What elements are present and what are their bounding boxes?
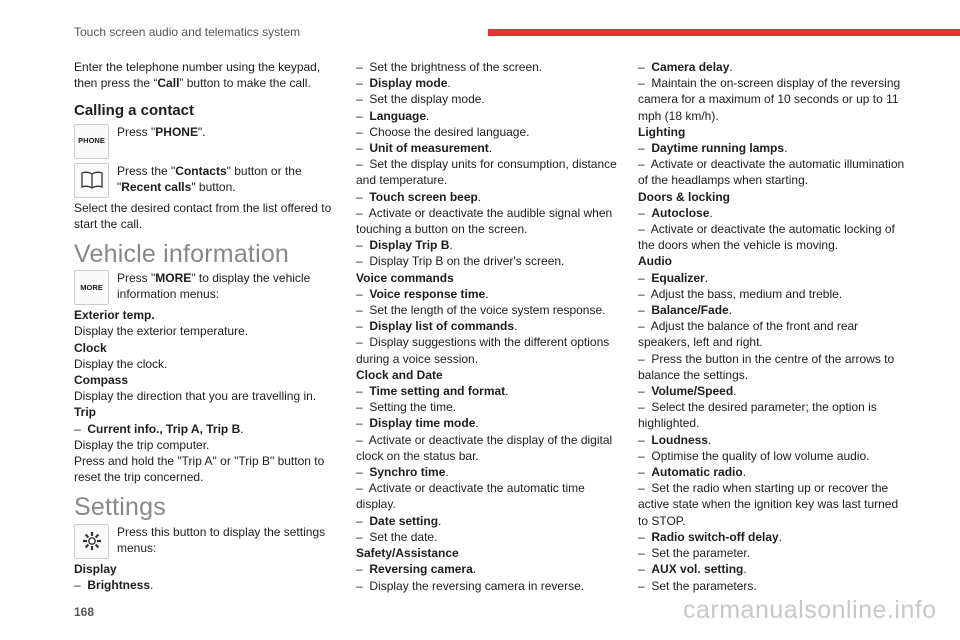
list-item: – Set the display units for consumption, distance and temperature.	[356, 157, 617, 188]
header-accent-bar	[488, 29, 960, 36]
list-item: – Display Trip B on the driver's screen.	[356, 254, 565, 269]
list-item: – Loudness.	[638, 432, 712, 447]
list-item: – Adjust the bass, medium and treble.	[638, 286, 843, 301]
select-contact-text: Select the desired contact from the list offered to start the call.	[74, 200, 332, 231]
list-item: – Activate or deactivate the audible signal when touching a button on the screen.	[356, 205, 613, 237]
page-number: 168	[74, 605, 95, 619]
list-item: – Set the radio when starting up or recover the active state when the ignition key was last turned to STOP.	[638, 481, 899, 528]
calling-contact-heading: Calling a contact	[74, 102, 195, 120]
list-item: – Display time mode.	[356, 416, 479, 431]
list-item: – Activate or deactivate the automatic locking of the doors when the vehicle is moving.	[638, 222, 895, 253]
column-2	[356, 59, 622, 594]
list-item: – Display the reversing camera in reverse.	[356, 578, 585, 593]
list-item: – Reversing camera.	[356, 562, 477, 577]
list-item: – Activate or deactivate the automatic illumination of the headlamps when starting.	[638, 157, 905, 188]
list-item: – Equalizer.	[638, 270, 709, 285]
list-item: – Display Trip B.	[356, 238, 453, 253]
clock-text: Display the clock.	[74, 356, 168, 371]
list-item: – Automatic radio.	[638, 465, 747, 480]
list-item: – Activate or deactivate the automatic time display.	[356, 481, 585, 512]
gear-icon	[74, 524, 109, 559]
contacts-book-icon	[74, 163, 109, 198]
voice-commands-heading: Voice commands	[356, 270, 454, 285]
list-item: – Set the brightness of the screen.	[356, 60, 543, 74]
list-item: – Set the parameter.	[638, 546, 751, 561]
list-item: – Balance/Fade.	[638, 303, 733, 318]
settings-heading: Settings	[74, 493, 166, 522]
compass-text: Display the direction that you are travelling in.	[74, 389, 317, 404]
contacts-instruction: Press the "Contacts" button or the "Recent calls" button.	[74, 163, 336, 198]
list-item: – Press the button in the centre of the arrows to balance the settings.	[638, 351, 895, 382]
list-item: – Set the display mode.	[356, 92, 485, 107]
column-1	[74, 59, 336, 593]
list-item: – Select the desired parameter; the option is highlighted.	[638, 400, 877, 431]
list-item: – Choose the desired language.	[356, 124, 530, 139]
list-item: – Volume/Speed.	[638, 384, 737, 399]
list-item: – Activate or deactivate the display of the digital clock on the status bar.	[356, 432, 613, 463]
list-item: – Time setting and format.	[356, 384, 509, 399]
clock-heading: Clock	[74, 340, 107, 355]
trip-text-2: Press and hold the "Trip A" or "Trip B" button to reset the trip concerned.	[74, 454, 325, 485]
phone-instruction: PHONE Press "PHONE".	[74, 124, 336, 159]
list-item: – Adjust the balance of the front and rear speakers, left and right.	[638, 319, 859, 350]
list-item: – Display mode.	[356, 76, 451, 91]
list-item: – Radio switch-off delay.	[638, 529, 783, 544]
vehicle-information-heading: Vehicle information	[74, 240, 290, 269]
phone-button-icon: PHONE	[74, 124, 109, 159]
watermark: carmanualsonline.info	[683, 596, 937, 624]
clock-date-heading: Clock and Date	[356, 367, 443, 382]
trip-heading: Trip	[74, 405, 97, 420]
lighting-heading: Lighting	[638, 124, 686, 139]
more-instruction: MORE Press "MORE" to display the vehicle information menus:	[74, 270, 336, 305]
exterior-temp-text: Display the exterior temperature.	[74, 324, 249, 339]
list-item: – Display suggestions with the different options during a voice session.	[356, 335, 610, 366]
list-item: – Camera delay.	[638, 60, 733, 74]
list-item: – Voice response time.	[356, 286, 489, 301]
list-item: – Set the length of the voice system response.	[356, 303, 606, 318]
list-item: – Display list of commands.	[356, 319, 518, 334]
running-header: Touch screen audio and telematics system	[74, 25, 301, 39]
settings-instruction: Press this button to display the settings menus:	[74, 524, 336, 559]
trip-item: – Current info., Trip A, Trip B.	[74, 421, 244, 436]
list-item: – Setting the time.	[356, 400, 457, 415]
list-item: – Set the date.	[356, 529, 438, 544]
safety-assistance-heading: Safety/Assistance	[356, 546, 459, 561]
column-3	[638, 59, 908, 594]
audio-heading: Audio	[638, 254, 672, 269]
intro-paragraph: Enter the telephone number using the keypad, then press the “Call” button to make the call.	[74, 60, 321, 91]
list-item: – Maintain the on-screen display of the reversing camera for a maximum of 10 seconds or up to 11 mph (18 km/h).	[638, 76, 901, 123]
list-item: – Date setting.	[356, 513, 442, 528]
more-button-icon: MORE	[74, 270, 109, 305]
list-item: – Set the parameters.	[638, 578, 757, 593]
trip-text-1: Display the trip computer.	[74, 437, 210, 452]
list-item: – AUX vol. setting.	[638, 562, 747, 577]
list-item: – Daytime running lamps.	[638, 141, 788, 156]
doors-locking-heading: Doors & locking	[638, 189, 731, 204]
compass-heading: Compass	[74, 373, 129, 388]
list-item: – Synchro time.	[356, 465, 449, 480]
list-item: – Unit of measurement.	[356, 141, 493, 156]
exterior-temp-heading: Exterior temp.	[74, 308, 155, 323]
display-heading: Display	[74, 561, 117, 576]
list-item: – Language.	[356, 108, 430, 123]
list-item: – Optimise the quality of low volume audio.	[638, 448, 870, 463]
brightness-item: – Brightness.	[74, 577, 154, 592]
list-item: – Touch screen beep.	[356, 189, 482, 204]
list-item: – Autoclose.	[638, 205, 713, 220]
